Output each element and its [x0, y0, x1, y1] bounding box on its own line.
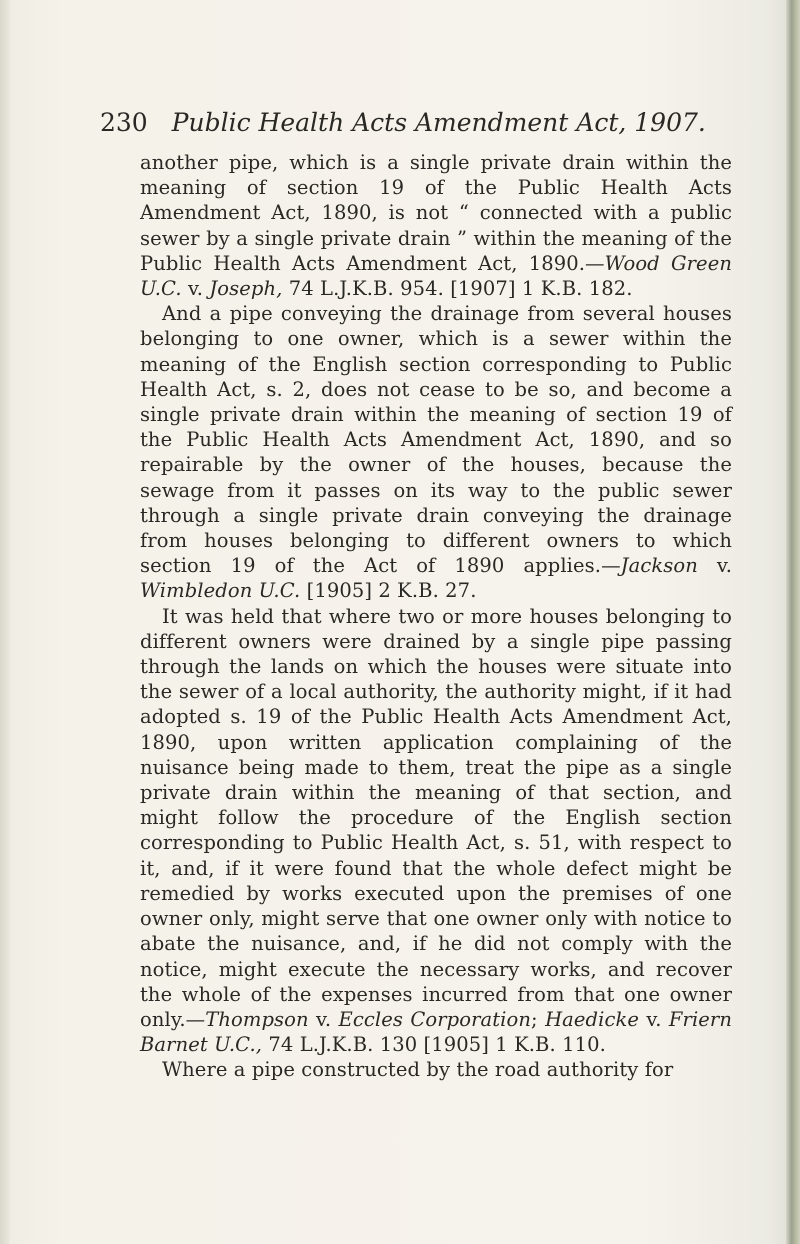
paragraph-text: v. [639, 1007, 669, 1031]
case-citation: Thompson [205, 1007, 309, 1031]
paragraph-text: another pipe, which is a single private drain within the meaning of section 19 of the Public Health Acts Amendment Act, 1890, is not “ connected with a public sewer by a single private drain ” within the meaning of the Public Health Acts Amendment Act, 1890.— [140, 151, 732, 275]
case-citation: Joseph, [209, 277, 283, 301]
paragraph-p1 [140, 150, 732, 301]
paragraph-text: It was held that where two or more houses belonging to different owners were drained by a single pipe passing through the lands on which the houses were situate into the sewer of a local authority, the authority might, if it had adopted s. 19 of the Public Health Acts Amendment Act, 1890, upon written application complaining of the nuisance being made to them, treat the pipe as a single private drain within the meaning of that section, and might follow the procedure of the English section corresponding to Public Health Act, s. 51, with respect to it, and, if it were found that the whole defect might be remedied by works executed upon the premises of one owner only, might serve that one owner only with notice to abate the nuisance, and, if he did not comply with the notice, might execute the necessary works, and recover the whole of the expenses incurred from that one owner only.— [140, 604, 732, 1031]
paragraph-text: v. [181, 277, 210, 301]
paragraph-text: [1905] 2 K.B. 27. [300, 579, 477, 603]
paragraph-text: 74 L.J.K.B. 954. [1907] 1 K.B. 182. [282, 277, 633, 301]
paragraph-text: And a pipe conveying the drainage from several houses belonging to one owner, which is a sewer within the meaning of the English section corresponding to Public Health Act, s. 2, does not cease to be so, and become a single private drain within the meaning of section 19 of the Public Health Acts Amendment Act, 1890, and so repairable by the owner of the houses, because the sewage from it passes on its way to the public sewer through a single private drain conveying the drainage from houses belonging to different owners to which section 19 of the Act of 1890 applies.— [140, 302, 732, 578]
paragraph-p2 [140, 301, 732, 603]
running-header [100, 105, 740, 141]
paragraph-text: v. [697, 554, 732, 578]
paragraph-text: v. [308, 1007, 339, 1031]
paragraph-text: ; [531, 1007, 546, 1031]
page-left-edge [0, 0, 10, 1244]
paragraph-p4 [140, 1057, 732, 1082]
case-citation: Haedicke [545, 1007, 640, 1031]
paragraph-text: 74 L.J.K.B. 130 [1905] 1 K.B. 110. [262, 1033, 606, 1057]
case-citation: Friern Barnet U.C., [140, 1007, 733, 1057]
page-right-edge [786, 0, 800, 1244]
running-title: Public Health Acts Amendment Act, 1907. [171, 108, 706, 137]
page-number: 230 [100, 108, 148, 137]
body-text [140, 150, 732, 1083]
case-citation: Eccles Corporation [338, 1007, 531, 1031]
paragraph-p3 [140, 604, 732, 1058]
case-citation: Wood Green U.C. [140, 251, 732, 301]
case-citation: Wimbledon U.C. [140, 579, 301, 603]
case-citation: Jackson [620, 554, 698, 578]
paragraph-text: Where a pipe constructed by the road authority for [162, 1058, 674, 1082]
